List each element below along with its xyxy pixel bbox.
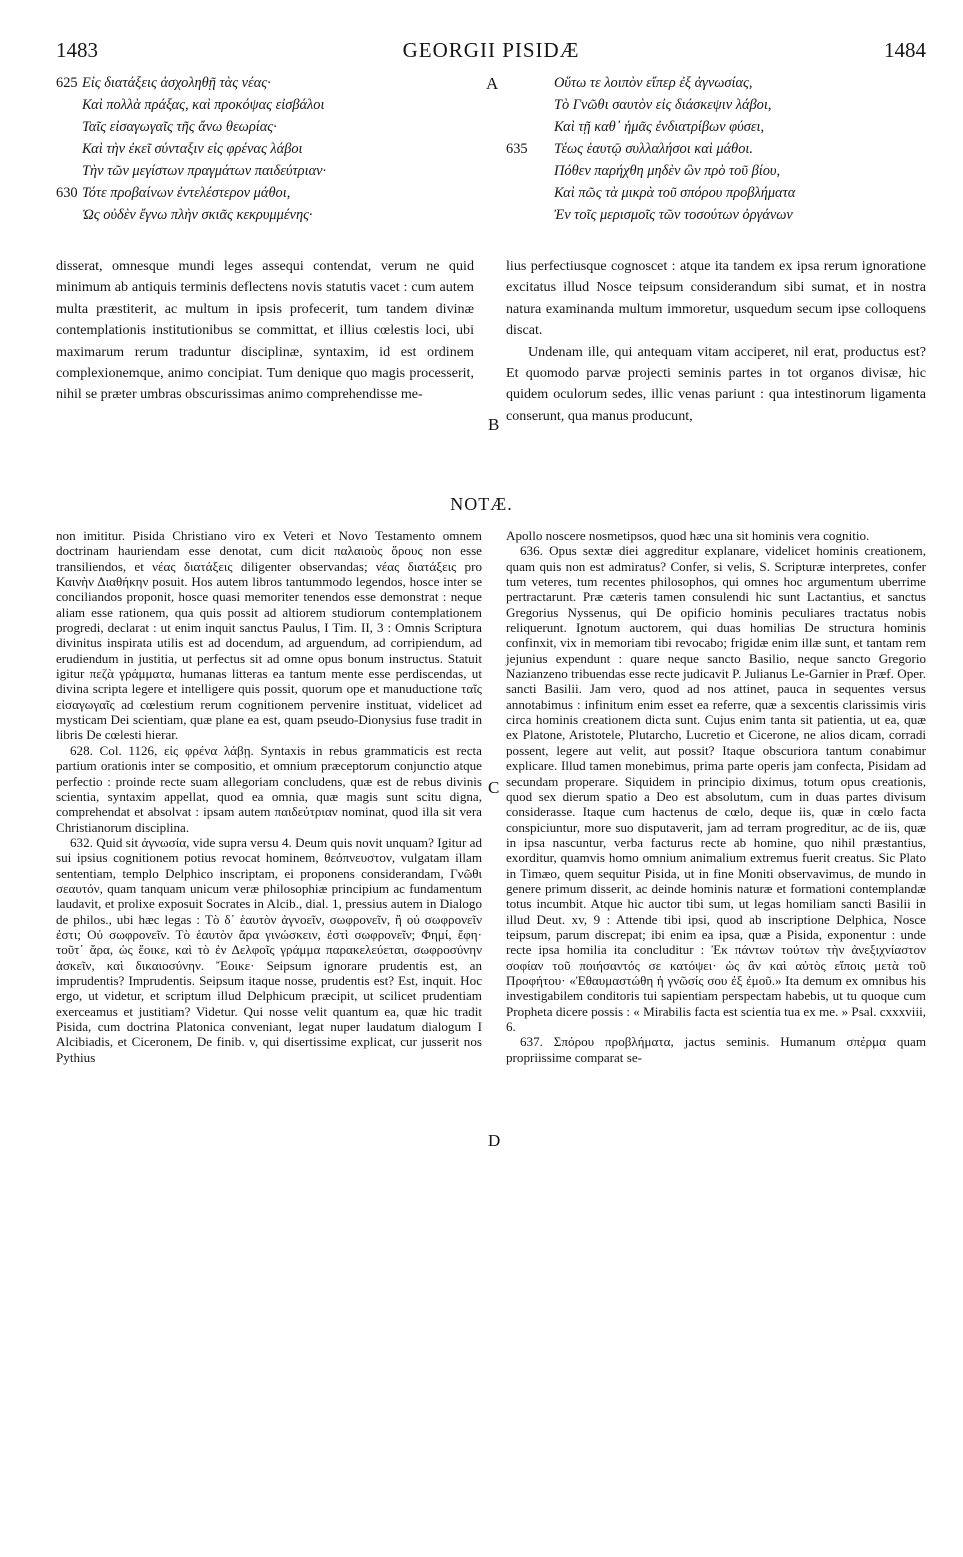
verse-text: Καὶ πῶς τὰ μικρὰ τοῦ σπόρου προβλήματα (554, 185, 796, 201)
margin-letter-b: B (488, 415, 500, 434)
notes-heading: NOTÆ. (450, 494, 513, 514)
verse-number: 630 (56, 185, 78, 201)
verse-line (56, 204, 481, 226)
verse-line (506, 72, 926, 94)
verse-line (506, 160, 926, 182)
margin-letter-c: C (488, 778, 500, 797)
note-paragraph: 637. Σπόρου προβλήματα, jactus seminis. Humanum σπέρμα quam propriissime comparat se- (506, 1034, 926, 1065)
verse-text: Τὴν τῶν μεγίστων πραγμάτων παιδεύτριαν· (82, 163, 327, 179)
verse-text: Ὡς οὐδὲν ἔγνω πλὴν σκιᾶς κεκρυμμένης· (82, 207, 313, 223)
verse-text: Καὶ τῇ καθ᾽ ἡμᾶς ἐνδιατρίβων φύσει, (554, 119, 765, 135)
verse-line (56, 182, 481, 204)
page-number-left: 1483 (56, 38, 98, 62)
latin-paragraph: Undenam ille, qui antequam vitam acciperet, nil erat, productus est? Et quomodo parvæ projecti seminis partes in tot organos divisæ, hic quidem oculorum sedes, illic venas pariunt : qua intestinorum ligamenta conserunt, qua manus producunt, (506, 343, 926, 424)
verse-number: 625 (56, 75, 78, 91)
verse-line (56, 72, 481, 94)
verse-line (506, 138, 926, 160)
page-number-right: 1484 (884, 38, 926, 62)
latin-translation-right-column (506, 256, 926, 427)
note-paragraph: Apollo noscere nosmetipsos, quod hæc una sit hominis vera cognitio. (506, 528, 870, 543)
verse-line (56, 160, 481, 182)
note-paragraph: 632. Quid sit ἀγνωσία, vide supra versu 4. Deum quis novit unquam? Igitur ad sui ipsius cognitionem potius revocat hominem, θεόπνευστον, vulgatam illam sententiam, templo Delphico inscriptam, ei proponens considerandam, Γνῶθι σεαυτόν, quam tanquam unicum veræ philosophiæ principium ac fundamentum laudavit, et prolixe exposuit Socrates in Alcib., dial. 1, pressius autem in Dialogo de philos., ubi hæc legas : Τὸ δ᾽ ἑαυτὸν ἀγνοεῖν, σωφρονεῖν, ἢ οὐ σωφρονεῖν ἐστι; Οὐ σωφρονεῖν. Τὸ ἑαυτὸν ἄρα γινώσκειν, ἐστὶ σωφρονεῖν; Φημί, ἔφη· τοῦτ᾽ ἄρα, ὡς ἔοικε, καὶ τὸ ἐν Δελφοῖς γράμμα παρακελεύεται, σωφροσύνην ἀσκεῖν, καὶ δικαιοσύνην. Ἔοικε· Seipsum ignorare prudentis est, an imprudentis? Imprudentis. Seipsum itaque nosse, prudentis est? Est, inquit. Hoc ergo, ut videtur, et scriptum illud Delphicum præcipit, ut scilicet prudentiam exerceamus et justitiam? Videtur. Qui nosse velit quantum ea, quæ hic tradit Pisida, cum doctrina Platonica conveniant, legat nuper laudatum dialogum I Alcibiadis, et Ciceronem, De finib. v, qui disertissime explicat, cur jusserit nos Pythius (56, 834, 482, 1065)
verse-text: Καὶ τὴν ἐκεῖ σύνταξιν εἰς φρένας λάβοι (82, 141, 303, 157)
verse-text: Καὶ πολλὰ πράξας, καὶ προκόψας εἰσβάλοι (82, 97, 325, 113)
verse-line (506, 182, 926, 204)
running-header (56, 38, 926, 64)
latin-paragraph: lius perfectiusque cognoscet : atque ita tandem ex ipsa rerum ignoratione excitatus illud Nosce teipsum considerandum sibi sumat, et in nostra natura examinanda multum immoretur, usquedum secum ipse colloquens discat. (506, 258, 926, 339)
verse-text: Τότε προβαίνων ἐντελέστερον μάθοι, (82, 185, 291, 201)
margin-letter-d: D (488, 1131, 501, 1150)
verse-line (506, 94, 926, 116)
verse-text: Τὸ Γνῶθι σαυτὸν εἰς διάσκεψιν λάβοι, (554, 97, 772, 113)
verse-line (56, 138, 481, 160)
verse-line (56, 94, 481, 116)
verse-line (506, 204, 926, 226)
note-paragraph: 636. Opus sextæ diei aggreditur explanare, videlicet hominis creationem, quam quis non est admiratus? Confer, si velis, S. Scripturæ interpretes, confer tum veteres, tum recentes philosophos, qui omnes hoc argumentum uberrime pertractarunt. Præ cæteris tamen consulendi hic sunt Lactantius, et sanctus Gregorius Nyssenus, qui De opificio hominis peculiares tractatus nobis reliquerunt. Ignotum auctorem, qui duas homilias De structura hominis confinxit, vix in memoriam tibi revocabo; frigidæ enim illæ sunt, et tantam rem jejunius expendunt : quare neque sancto Basilio, neque sancto Gregorio Nazianzeno tribuendas esse recte judicavit P. Julianus Le-Garnier in Præf. Oper. sancti Basilii. Jam vero, quod ad nos attinet, pauca in sequentes versus annotabimus : infinitum enim esset ea referre, quæ a sexcentis clarissimis viris circa hominis creationem dicta sunt. Cujus enim tanta sit patientia, ut ea, quæ ex Platone, Aristotele, Plutarcho, Lucretio et Cicerone, ne alios dicam, corradi possent, legere aut velit, aut possit? Itaque obscuriora tantum conabimur explicare. Illud tamen monebimus, prima parte operis jam confecta, Pisidam ad secundam properare. Siquidem in principio diximus, totum opus creationis, quod sex dierum spatio a Deo est absolutum, cum in duas partes divisum considerasse. Itaque cum hactenus de cœlo, deque iis, quæ in cœlo facta conspiciuntur, more suo disputaverit, jam ad terram progreditur, ac de iis, quæ in ipsa nascuntur, verba facturus recte ab homine, quo nihil præstantius, exorditur, quamvis homo omnium animalium extremus fuerit creatus. Sic Plato in Timæo, quem sequitur Pisida, ut in fine Moniti observavimus, de mundo in genere primum disserit, ac deinde hominis naturæ et formationi contemplandæ totus incumbit. Atque hic auctor tibi sum, ut legas homiliam sancti Basilii in illud Deut. xv, 9 : Attende tibi ipsi, quod ab inscriptione Delphica, Nosce teipsum, parum discrepat; ibi enim ea ipsa, quæ a Pisida, exponentur : unde recte ipsa homilia ita concluditur : Ἐκ πάντων τούτων τὴν ἀνεξιχνίαστον σοφίαν τοῦ ποιήσαντός σε κατόψει· ὡς ἂν καὶ αὐτὸς εἴποις μετὰ τοῦ Προφήτου· «Ἐθαυμαστώθη ἡ γνῶσίς σου ἐξ ἐμοῦ.» Ita demum ex omnibus his investigabilem conditoris tui sapientiam perspectam habebis, ut tu quoque cum Propheta dicere possis : « Mirabilis facta est scientia tua ex me. » Psal. cxxxviii, 6. (506, 543, 926, 1034)
greek-verse-left-column (56, 72, 481, 226)
latin-paragraph: disserat, omnesque mundi leges assequi contendat, verum ne quid minimum ab antiquis terminis deflectens novis statutis vacet : cum autem multa præstiterit, ac multum in ipsis profecerit, tum tandem divinæ contemplationis institutionibus se committat, et illius cœlestis loci, ubi maximarum rerum traduntur disciplinæ, syntaxim, id est ordinem complexionemque, animo concipiat. Tum denique quo magis processerit, nihil se præter umbras obscurissimas animo comprehendisse me- (56, 258, 474, 403)
greek-verse-right-column (506, 72, 926, 226)
running-title: GEORGII PISIDÆ (402, 38, 580, 62)
note-paragraph: non imititur. Pisida Christiano viro ex Veteri et Novo Testamento omnem doctrinam hauriendam esse denotat, cum dicit παλαιοὺς ὅρους non esse transiliendos, et νέας διατάξεις diligenter observandas; νέας διατάξεις pro Καινὴν Διαθήκην posuit. Hos autem libros tantummodo legendos, hosce inter se conciliandos proponit, hosce quasi memoriter tenendos esse demonstrat : neque aliam esse rationem, qua quis possit ad altiorem studiorum contemplationem progredi, declarat : ut enim inquit sanctus Paulus, I Tim. II, 3 : Omnis Scriptura divinitus inspirata utilis est ad docendum, ad arguendum, ad corripiendum, ad erudiendum in justitia, ut perfectus sit ad omne opus bonum instructus. Statuit igitur πεζὰ γράμματα, humanas litteras ea tantum mente esse perdiscendas, ut divina scripta legere et intelligere quis possit, quorum ope et manuductione ταῖς εἰσαγωγαῖς ad cœlestium rerum cognitionem pervenire instituat, videlicet ad mysticam Dei scientiam, quæ plane ea est, quam pseudo-Dionysius fuse tradit in libris De cœlesti hierar. (56, 528, 482, 743)
verse-text: Ταῖς εἰσαγωγαῖς τῆς ἄνω θεωρίας· (82, 119, 277, 135)
verse-number: 635 (506, 141, 528, 157)
note-paragraph: 628. Col. 1126, εἰς φρένα λάβῃ. Syntaxis in rebus grammaticis est recta partium orationis inter se compositio, et omnium præceptorum conjunctio atque perfectio : proinde recte suam allegoriam concludens, quæ est de rebus divinis scientia, syntaxim appellat, quod ea omnia, quæ magis sunt scitu digna, comprehendat et absolvat : ipsam autem παιδεύτριαν nominat, quod illa sit vera Christianorum disciplina. (56, 742, 482, 835)
notes-left-column (56, 528, 482, 1065)
verse-line (506, 116, 926, 138)
verse-text: Οὕτω τε λοιπὸν εἴπερ ἐξ ἀγνωσίας, (554, 75, 753, 91)
verse-text: Ἐν τοῖς μερισμοῖς τῶν τοσούτων ὀργάνων (554, 207, 793, 223)
notes-right-column (506, 528, 926, 1065)
latin-translation-left-column (56, 256, 474, 406)
verse-line (56, 116, 481, 138)
verse-text: Εἰς διατάξεις ἀσχοληθῇ τὰς νέας· (82, 75, 271, 91)
verse-text: Πόθεν παρήχθη μηδὲν ὢν πρὸ τοῦ βίου, (554, 163, 781, 179)
verse-text: Τέως ἑαυτῷ συλλαλήσοι καὶ μάθοι. (554, 141, 753, 157)
margin-letter-a: A (486, 74, 499, 93)
